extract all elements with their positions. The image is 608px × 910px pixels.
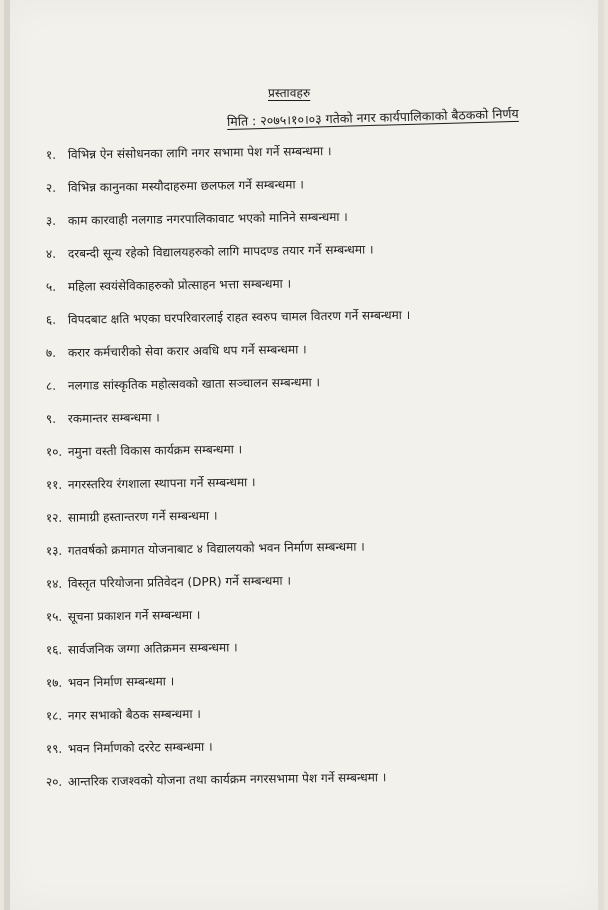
proposal-number: १३. [45,543,63,559]
document-subtitle: मिति : २०७५।१०।०३ गतेको नगर कार्यपालिकाको बैठकको निर्णय [226,105,519,129]
proposal-list [46,146,566,806]
proposal-text: दरबन्दी सून्य रहेको विद्यालयहरुको लागि मापदण्ड तयार गर्ने सम्बन्धमा । [67,242,374,261]
proposal-text: विभिन्न कानुनका मस्यौदाहरुमा छलफल गर्ने सम्बन्धमा । [67,177,304,195]
proposal-text: विपदबाट क्षति भएका घरपरिवारलाई राहत स्वरुप चामल वितरण गर्ने सम्बन्धमा । [67,307,411,327]
proposal-item [46,766,566,806]
proposal-text: काम कारवाही नलगाड नगरपालिकावाट भएको मानिने सम्बन्धमा । [67,209,348,228]
proposal-number: १२. [45,510,63,526]
proposal-number: २. [45,180,57,196]
proposal-number: ३. [45,213,57,229]
proposal-number: १७. [45,675,63,691]
proposal-number: ६. [45,312,57,328]
proposal-number: ५. [45,279,57,295]
document-page [4,0,604,910]
page-right-edge [598,0,604,910]
proposal-number: १८. [45,708,63,724]
proposal-text: सामाग्री हस्तान्तरण गर्ने सम्बन्धमा । [67,508,218,525]
proposal-text: सूचना प्रकाशन गर्ने सम्बन्धमा । [67,607,201,624]
proposal-text: नगर सभाको बैठक सम्बन्धमा । [67,706,201,723]
proposal-text: भवन निर्माणको दररेट सम्बन्धमा । [67,739,213,756]
proposal-number: १९. [45,741,63,757]
proposal-text: करार कर्मचारीको सेवा करार अवधि थप गर्ने सम्बन्धमा । [67,342,307,360]
proposal-text: सार्वजनिक जग्गा अतिक्रमन सम्बन्धमा । [67,640,238,657]
proposal-number: ११. [45,477,63,493]
proposal-number: १५. [45,609,63,625]
proposal-text: नगरस्तरिय रंगशाला स्थापना गर्ने सम्बन्धमा । [67,475,256,492]
proposal-number: ९. [45,411,57,427]
proposal-number: १४. [45,576,63,592]
proposal-text: रकमान्तर सम्बन्धमा । [67,410,160,426]
proposal-text: भवन निर्माण सम्बन्धमा । [67,674,175,690]
proposal-number: ४. [45,246,57,262]
document-title: प्रस्तावहरु [268,86,311,100]
proposal-text: आन्तरिक राजश्वको योजना तथा कार्यक्रम नगरसभामा पेश गर्ने सम्बन्धमा । [67,770,387,789]
proposal-number: ८. [45,378,57,394]
proposal-text: विभिन्न ऐन संसोधनका लागि नगर सभामा पेश गर्ने सम्बन्धमा । [67,144,332,162]
proposal-text: नमुना वस्ती विकास कार्यक्रम सम्बन्धमा । [67,442,243,459]
proposal-number: १०. [45,444,63,460]
proposal-number: ७. [45,345,57,361]
proposal-number: २०. [45,774,63,790]
proposal-text: गतवर्षको क्रमागत योजनाबाट ४ विद्यालयको भवन निर्माण सम्बन्धमा । [67,539,365,558]
proposal-text: विस्तृत परियोजना प्रतिवेदन (DPR) गर्ने सम्बन्धमा । [67,573,292,591]
proposal-text: नलगाड सांस्कृतिक महोत्सवको खाता सञ्चालन सम्बन्धमा । [67,375,321,393]
proposal-text: महिला स्वयंसेविकाहरुको प्रोत्साहन भत्ता सम्बन्धमा । [67,276,292,294]
page-left-edge [4,0,10,910]
proposal-number: १. [45,147,57,163]
proposal-number: १६. [45,642,63,658]
